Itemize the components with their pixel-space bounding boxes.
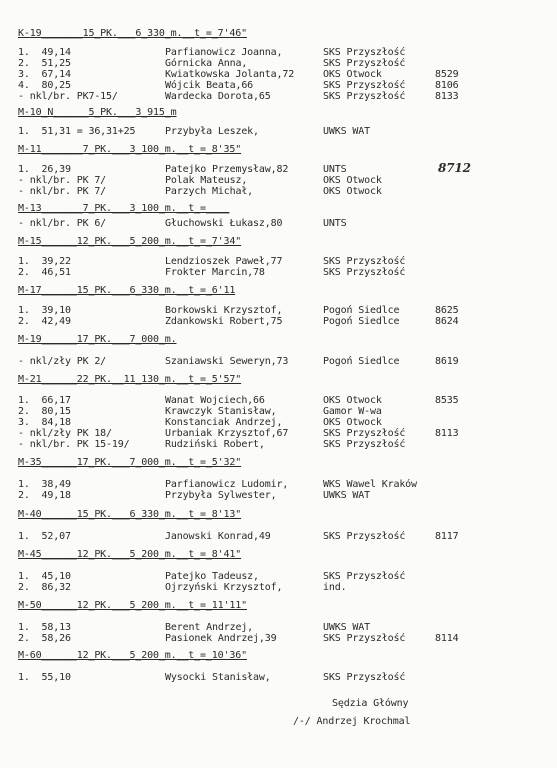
result-col-name: Frokter Marcin,78 [165,267,265,278]
result-col-name: Ojrzyński Krzysztof, [165,582,283,593]
result-col-club: OKS Otwock [323,395,382,406]
result-col-time: 1. 45,10 [18,571,71,582]
result-col-time: 2. 80,15 [18,406,71,417]
result-col-club: SKS Przyszłość [323,256,406,267]
signature-name: /-/ Andrzej Krochmal [293,716,411,727]
result-col-name: Szaniawski Seweryn,73 [165,356,289,367]
result-col-club: Pogoń Siedlce [323,305,400,316]
result-col-club: SKS Przyszłość [323,439,406,450]
result-col-time: 1. 58,13 [18,622,71,633]
result-col-club: ind. [323,582,347,593]
category-header: M-21______22_PK.__11_130_m.__t_=_5'57" [18,374,242,385]
result-col-club: SKS Przyszłość [323,531,406,542]
result-col-club: SKS Przyszłość [323,58,406,69]
result-col-license: 8113 [435,428,459,439]
category-header: M-40______15_PK.___6_330_m.__t_=_8'13" [18,509,242,520]
result-col-club: Gamor W-wa [323,406,382,417]
result-col-time: - nkl/zły PK 2/ [18,356,107,367]
result-col-name: Urbaniak Krzysztof,67 [165,428,289,439]
result-col-license: 8619 [435,356,459,367]
result-col-time: 2. 49,18 [18,490,71,501]
result-col-name: Wójcik Beata,66 [165,80,254,91]
result-col-club: SKS Przyszłość [323,47,406,58]
result-col-time: - nkl/zły PK 18/ [18,428,112,439]
category-header: M-11_______7_PK.___3_100_m.__t_=_8'35" [18,144,242,155]
result-col-name: Parfianowicz Ludomir, [165,479,289,490]
handwritten-note: 8712 [438,161,471,175]
result-col-name: Przybyła Sylwester, [165,490,277,501]
result-col-time: 3. 67,14 [18,69,71,80]
category-header: M-35______17_PK.___7_000_m.__t_=_5'32" [18,457,242,468]
result-col-time: 1. 38,49 [18,479,71,490]
result-col-club: UWKS WAT [323,490,370,501]
category-header: K-19_______15_PK.___6_330_m.__t_=_7'46" [18,28,247,39]
result-col-club: Pogoń Siedlce [323,356,400,367]
category-header: M-10_N______5_PK.___3_915_m [18,107,177,118]
result-col-name: Pasionek Andrzej,39 [165,633,277,644]
result-col-name: Lendzioszek Paweł,77 [165,256,283,267]
result-col-time: 1. 26,39 [18,164,71,175]
result-col-time: 2. 51,25 [18,58,71,69]
result-col-name: Wanat Wojciech,66 [165,395,265,406]
result-col-time: 1. 49,14 [18,47,71,58]
result-col-name: Rudziński Robert, [165,439,265,450]
result-col-time: 2. 46,51 [18,267,71,278]
result-col-license: 8535 [435,395,459,406]
signature-title: Sędzia Główny [332,698,409,709]
result-col-time: - nkl/br. PK 6/ [18,218,107,229]
result-col-club: UNTS [323,218,347,229]
result-col-license: 8624 [435,316,459,327]
result-col-license: 8117 [435,531,459,542]
result-col-license: 8114 [435,633,459,644]
result-col-license: 8106 [435,80,459,91]
result-col-name: Górnicka Anna, [165,58,248,69]
result-col-name: Konstanciak Andrzej, [165,417,283,428]
result-col-name: Parfianowicz Joanna, [165,47,283,58]
result-col-time: 1. 52,07 [18,531,71,542]
result-col-club: SKS Przyszłość [323,672,406,683]
result-col-name: Krawczyk Stanisław, [165,406,277,417]
result-col-time: 4. 80,25 [18,80,71,91]
result-col-time: 1. 66,17 [18,395,71,406]
category-header: M-60______12_PK.___5_200_m.__t_=_10'36" [18,650,247,661]
result-col-name: Polak Mateusz, [165,175,248,186]
result-col-time: 1. 55,10 [18,672,71,683]
result-col-club: WKS Wawel Kraków [323,479,417,490]
result-col-club: OKS Otwock [323,69,382,80]
result-col-name: Berent Andrzej, [165,622,254,633]
category-header: M-50______12_PK.___5_200_m.__t_=_11'11" [18,600,247,611]
result-col-club: OKS Otwock [323,417,382,428]
result-col-club: UWKS WAT [323,622,370,633]
category-header: M-19______17_PK.___7_000_m. [18,334,177,345]
result-col-club: OKS Otwock [323,186,382,197]
result-col-time: 2. 86,32 [18,582,71,593]
result-col-name: Zdankowski Robert,75 [165,316,283,327]
category-header: M-15______12_PK.___5_200_m.__t_=_7'34" [18,236,242,247]
result-col-time: 1. 39,10 [18,305,71,316]
result-col-time: 1. 39,22 [18,256,71,267]
category-header: M-45______12_PK.___5_200_m.__t_=_8'41" [18,549,242,560]
category-header: M-13_______7_PK.___3_100_m.__t_=____ [18,203,230,214]
result-col-license: 8529 [435,69,459,80]
result-col-club: UNTS [323,164,347,175]
result-col-name: Parzych Michał, [165,186,254,197]
result-col-time: 1. 51,31 = 36,31+25 [18,126,136,137]
result-col-time: 2. 58,26 [18,633,71,644]
result-col-name: Wysocki Stanisław, [165,672,271,683]
result-col-time: 2. 42,49 [18,316,71,327]
result-col-time: - nkl/br. PK 7/ [18,175,107,186]
result-col-name: Przybyła Leszek, [165,126,259,137]
result-col-name: Patejko Tadeusz, [165,571,259,582]
result-col-license: 8625 [435,305,459,316]
result-col-club: SKS Przyszłość [323,91,406,102]
result-col-club: SKS Przyszłość [323,571,406,582]
result-col-name: Janowski Konrad,49 [165,531,271,542]
result-col-club: OKS Otwock [323,175,382,186]
result-col-license: 8133 [435,91,459,102]
result-col-time: - nkl/br. PK 15-19/ [18,439,130,450]
result-col-club: SKS Przyszłość [323,633,406,644]
result-col-club: UWKS WAT [323,126,370,137]
result-col-club: SKS Przyszłość [323,80,406,91]
category-header: M-17______15_PK.___6_330_m.__t_=_6'11 [18,285,236,296]
result-col-time: 3. 84,18 [18,417,71,428]
result-col-time: - nkl/br. PK 7/ [18,186,107,197]
result-col-club: SKS Przyszłość [323,428,406,439]
result-col-club: SKS Przyszłość [323,267,406,278]
result-col-name: Borkowski Krzysztof, [165,305,283,316]
result-col-name: Patejko Przemysław,82 [165,164,289,175]
result-col-name: Głuchowski Łukasz,80 [165,218,283,229]
result-col-time: - nkl/br. PK7-15/ [18,91,118,102]
result-col-name: Wardecka Dorota,65 [165,91,271,102]
result-col-club: Pogoń Siedlce [323,316,400,327]
result-col-name: Kwiatkowska Jolanta,72 [165,69,295,80]
